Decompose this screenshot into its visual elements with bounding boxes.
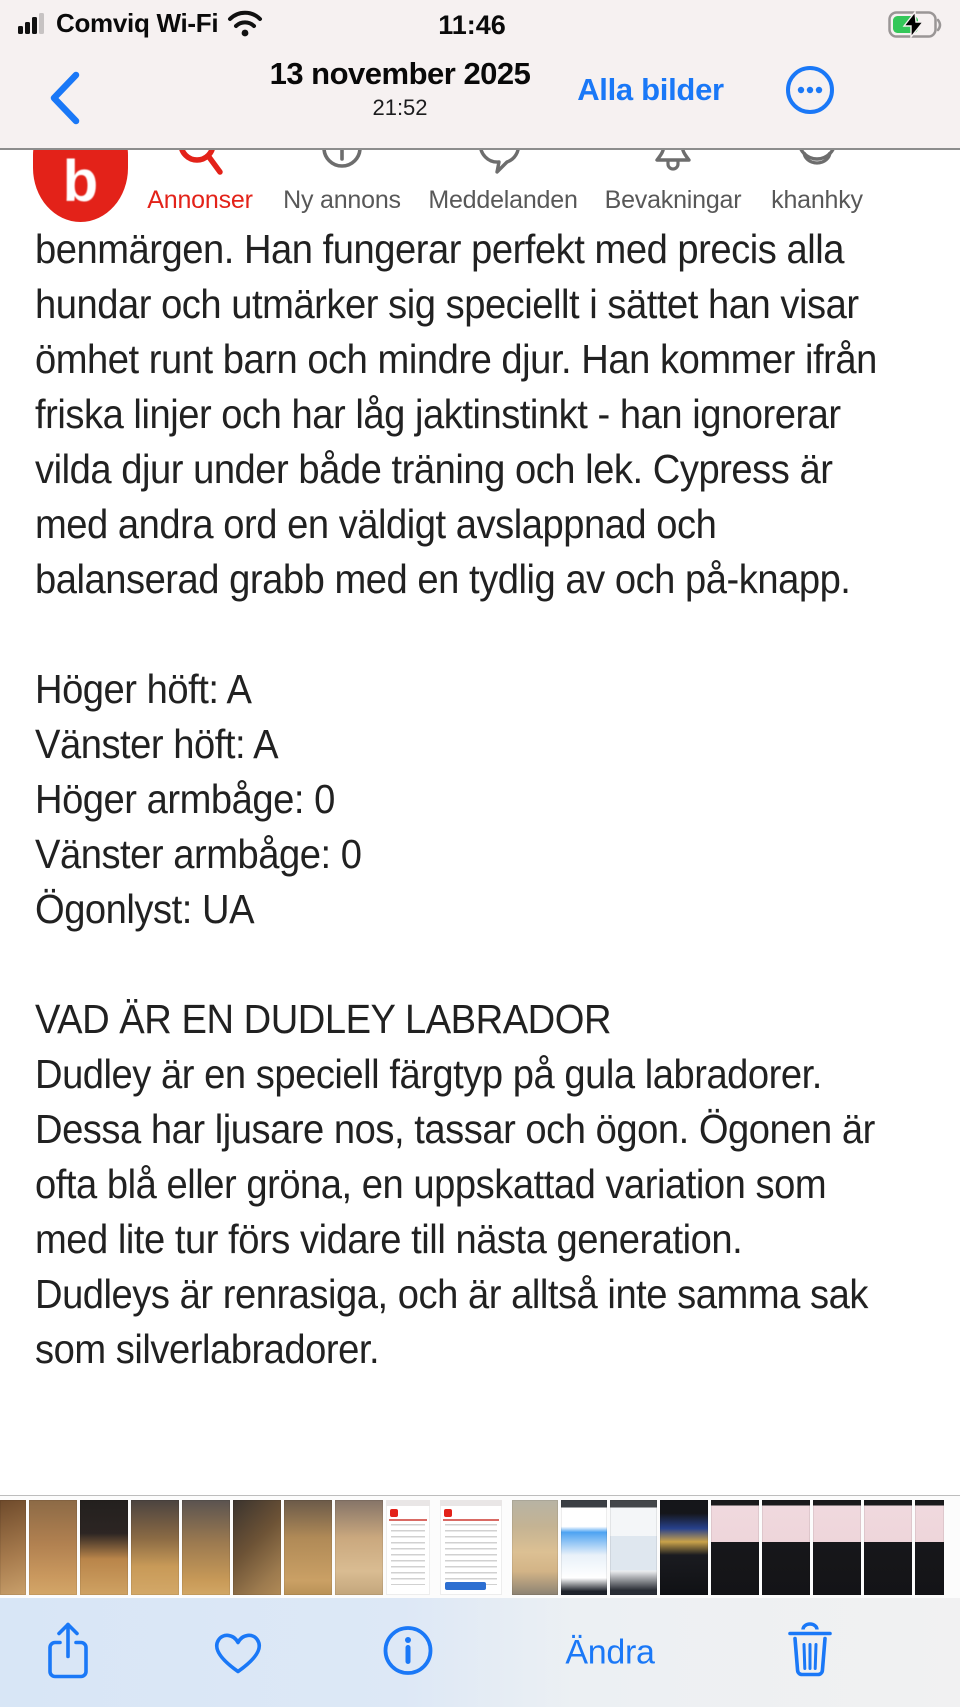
ad-text-line: Höger armbåge: 0: [35, 776, 335, 822]
info-button[interactable]: [381, 1623, 435, 1682]
filmstrip-thumb[interactable]: [610, 1500, 657, 1595]
filmstrip-thumb[interactable]: [233, 1500, 281, 1595]
nav-bar: [0, 50, 960, 148]
filmstrip-thumb[interactable]: [813, 1500, 861, 1595]
search-icon: [174, 148, 226, 187]
ad-text-line: med andra ord en väldigt avslappnad och: [35, 501, 717, 547]
all-photos-button[interactable]: Alla bilder: [577, 72, 724, 107]
ad-text-line: vilda djur under både träning och lek. Cypress är: [35, 446, 833, 492]
more-options-button[interactable]: [784, 64, 836, 116]
thumb-detail: [445, 1524, 497, 1585]
ad-text-line: ömhet runt barn och mindre djur. Han kommer ifrån: [35, 336, 877, 382]
tab-bevakningar: [598, 150, 748, 230]
ad-text-line: ofta blå eller gröna, en uppskattad variation som: [35, 1161, 827, 1207]
tab-annonser-label: Annonser: [147, 186, 253, 214]
filmstrip: [0, 1495, 960, 1598]
ad-text-line: Dudley är en speciell färgtyp på gula labradorer.: [35, 1051, 822, 1097]
plus-circle-icon: [316, 148, 368, 187]
edit-button[interactable]: Ändra: [565, 1633, 655, 1671]
thumb-detail: [443, 1519, 499, 1521]
status-bar: [0, 0, 960, 50]
ad-text-line: Höger höft: A: [35, 666, 252, 712]
ad-description-text: [35, 222, 925, 1377]
photo-date: 13 november 2025: [269, 56, 531, 91]
tab-annonser: [125, 150, 275, 230]
thumb-detail: [386, 1500, 430, 1506]
wifi-icon: [226, 10, 264, 37]
battery-charging-icon: [888, 11, 944, 44]
blocket-logo-letter: b: [62, 148, 99, 214]
ad-text-line: Ögonlyst: UA: [35, 886, 255, 932]
ad-text-line: hundar och utmärker sig speciellt i sättet han visar: [35, 281, 859, 327]
favorite-button[interactable]: [209, 1624, 267, 1681]
tab-meddelanden-label: Meddelanden: [428, 186, 578, 214]
filmstrip-thumb[interactable]: [864, 1500, 912, 1595]
filmstrip-thumb[interactable]: [335, 1500, 383, 1595]
thumb-detail: [444, 1509, 452, 1517]
back-button[interactable]: [46, 70, 86, 126]
filmstrip-thumb[interactable]: [512, 1500, 558, 1595]
filmstrip-track[interactable]: [0, 1500, 944, 1595]
thumb-detail: [391, 1524, 425, 1585]
filmstrip-thumb[interactable]: [915, 1500, 944, 1595]
ad-text-line: Vänster höft: A: [35, 721, 279, 767]
filmstrip-thumb[interactable]: [182, 1500, 230, 1595]
person-circle-icon: [791, 148, 843, 187]
photo-time: 21:52: [372, 95, 428, 120]
bottom-toolbar: [0, 1598, 960, 1707]
tab-bevakningar-label: Bevakningar: [604, 186, 742, 214]
ad-text-heading: VAD ÄR EN DUDLEY LABRADOR: [35, 996, 612, 1042]
ad-text-line: [35, 607, 925, 662]
cell-signal-icon: [18, 13, 48, 35]
ad-text-line: balanserad grabb med en tydlig av och på-knapp.: [35, 556, 851, 602]
ad-text-line: friska linjer och har låg jaktinstinkt - han ignorerar: [35, 391, 841, 437]
ad-text-line: som silverlabradorer.: [35, 1326, 380, 1372]
tab-profile: [742, 150, 892, 230]
filmstrip-thumb[interactable]: [284, 1500, 332, 1595]
thumb-detail: [445, 1582, 486, 1590]
viewed-photo[interactable]: [0, 148, 960, 1495]
filmstrip-thumb[interactable]: [561, 1500, 607, 1595]
blocket-logo: [33, 148, 128, 222]
thumb-detail: [390, 1509, 398, 1517]
filmstrip-thumb-current[interactable]: [440, 1500, 502, 1595]
ad-text-line: [35, 937, 925, 992]
thumb-detail: [440, 1500, 502, 1506]
tab-meddelanden: [428, 150, 578, 230]
ad-text-line: benmärgen. Han fungerar perfekt med precis alla: [35, 226, 844, 272]
ad-text-line: Dudleys är renrasiga, och är alltså inte samma sak: [35, 1271, 868, 1317]
message-bubble-icon: [477, 148, 529, 187]
status-time: 11:46: [438, 10, 506, 40]
ad-text-line: med lite tur förs vidare till nästa generation.: [35, 1216, 743, 1262]
filmstrip-thumb[interactable]: [29, 1500, 77, 1595]
filmstrip-thumb[interactable]: [660, 1500, 708, 1595]
ad-text-line: Vänster armbåge: 0: [35, 831, 362, 877]
filmstrip-thumb[interactable]: [762, 1500, 810, 1595]
bell-icon: [647, 148, 699, 187]
carrier-label: Comviq Wi-Fi: [56, 8, 219, 38]
share-button[interactable]: [43, 1620, 93, 1685]
ad-text-line: Dessa har ljusare nos, tassar och ögon. Ögonen är: [35, 1106, 875, 1152]
filmstrip-thumb[interactable]: [711, 1500, 759, 1595]
delete-button[interactable]: [784, 1621, 836, 1684]
tab-ny-annons: [267, 150, 417, 230]
tab-ny-annons-label: Ny annons: [283, 186, 401, 214]
filmstrip-thumb[interactable]: [0, 1500, 26, 1595]
photo-date-title: [220, 56, 580, 121]
filmstrip-thumb[interactable]: [131, 1500, 179, 1595]
tab-profile-label: khanhky: [771, 186, 863, 214]
thumb-detail: [389, 1519, 427, 1521]
filmstrip-thumb[interactable]: [80, 1500, 128, 1595]
filmstrip-thumb[interactable]: [386, 1500, 430, 1595]
